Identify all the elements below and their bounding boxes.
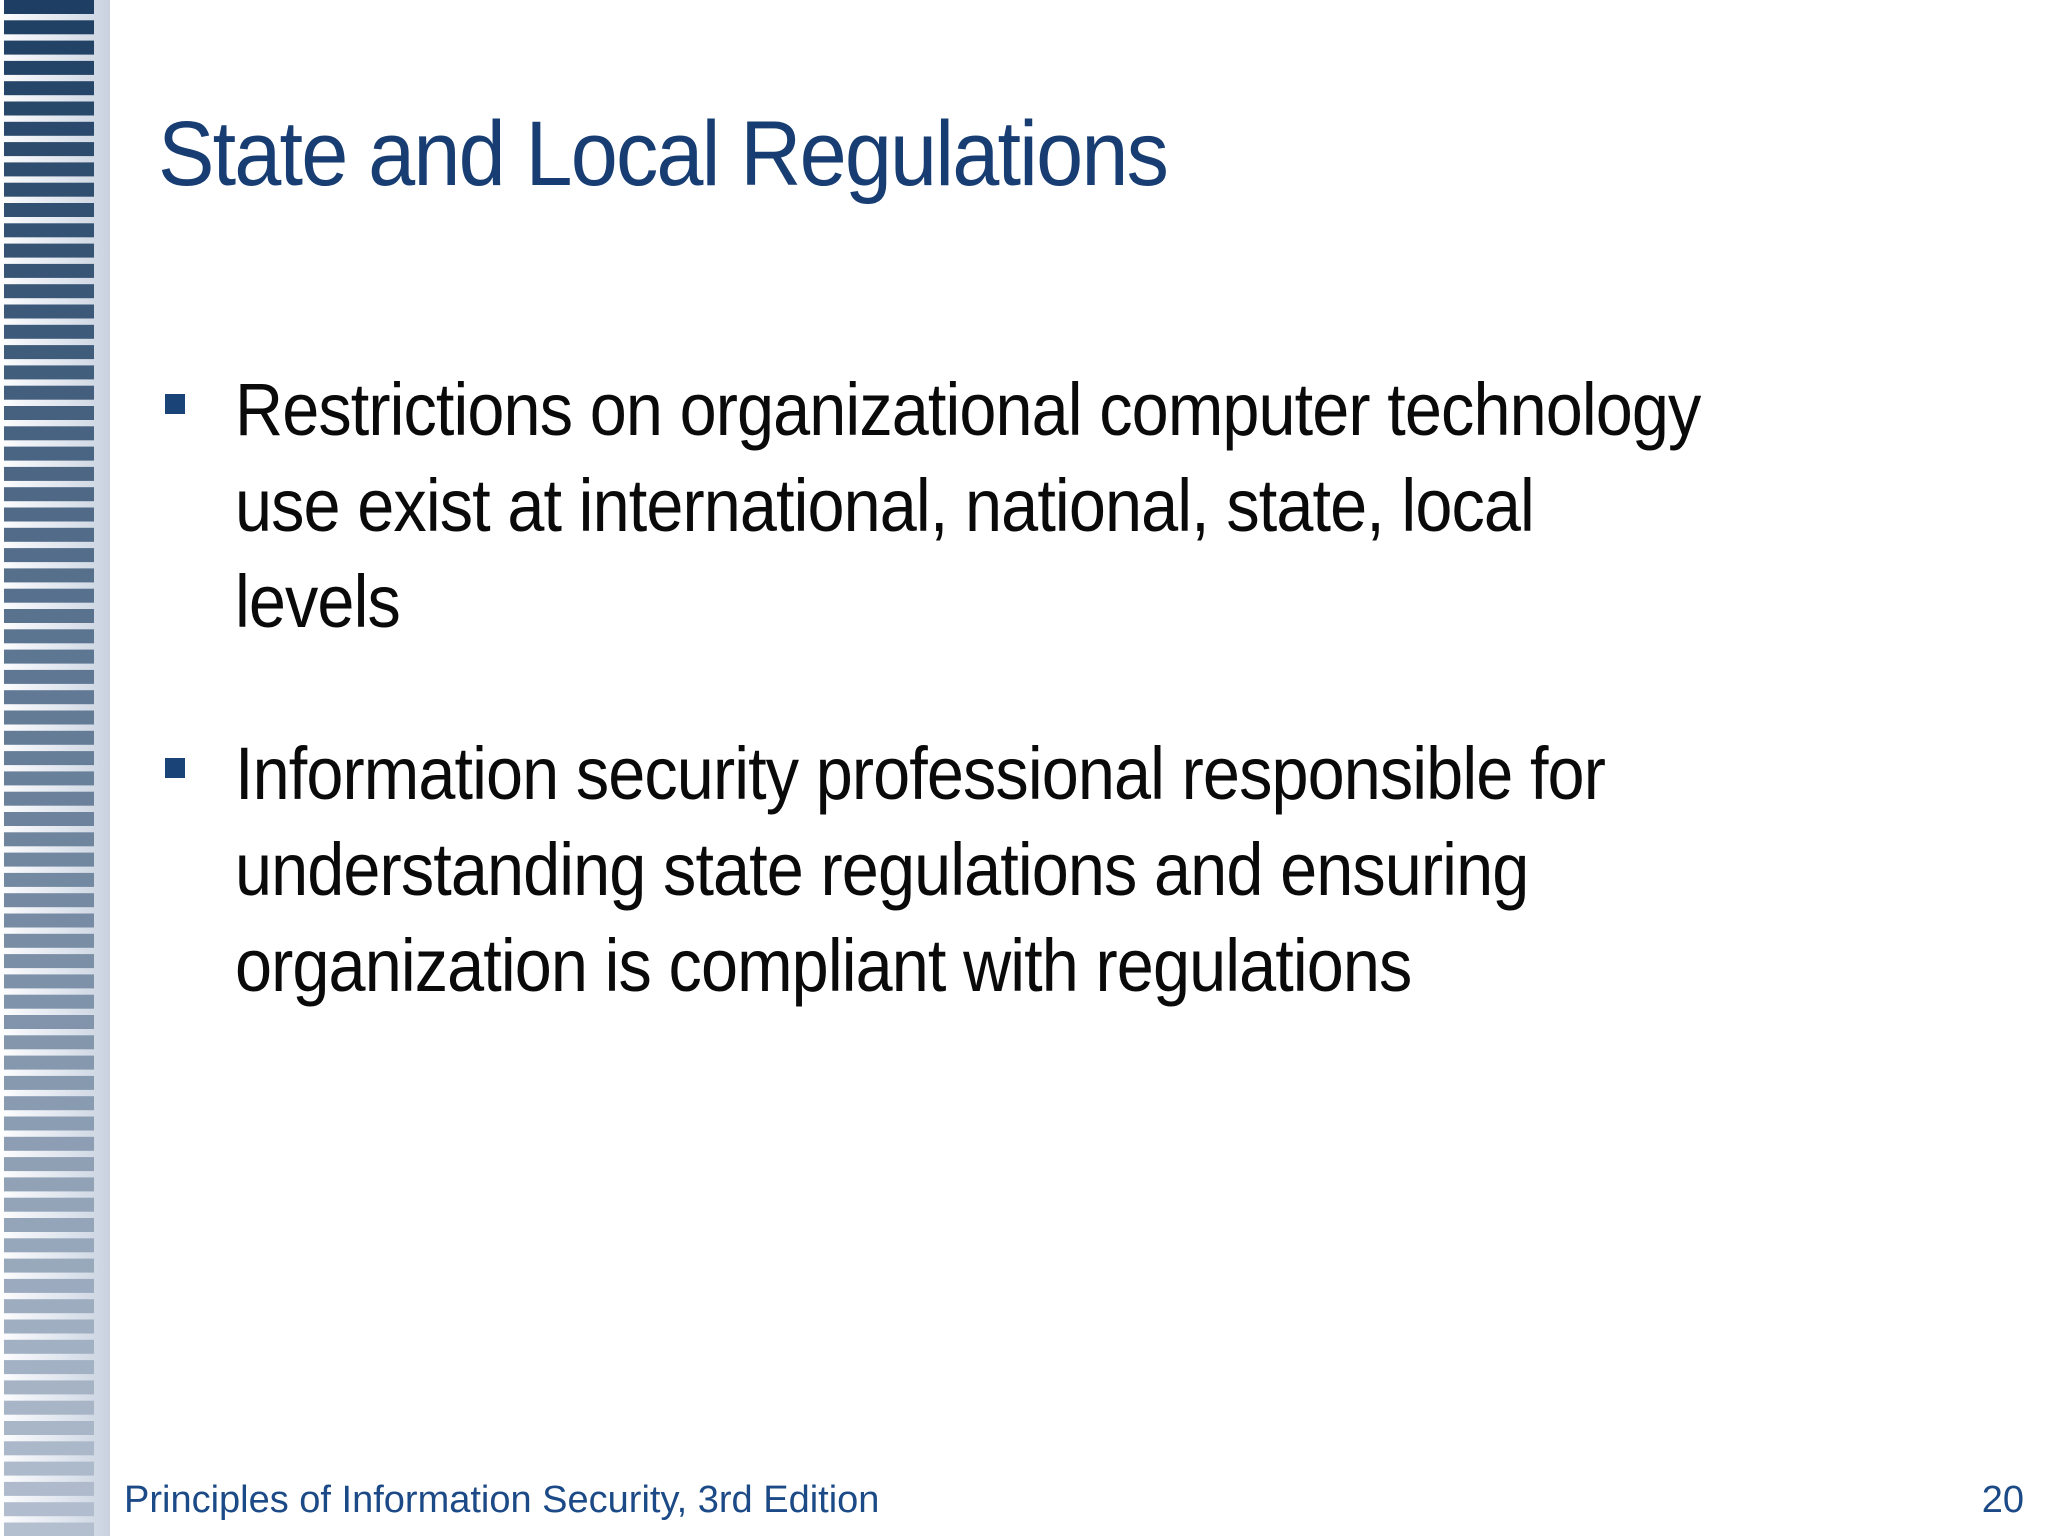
stripe — [4, 244, 94, 258]
stripe — [4, 508, 94, 522]
stripe — [4, 447, 94, 461]
stripe — [4, 873, 94, 887]
stripe — [4, 914, 94, 928]
stripe — [4, 528, 94, 542]
stripe — [4, 386, 94, 400]
stripe — [4, 1238, 94, 1252]
stripe — [4, 41, 94, 55]
stripe — [4, 1096, 94, 1110]
stripe — [4, 1137, 94, 1151]
stripe — [4, 771, 94, 785]
stripe — [4, 1441, 94, 1455]
stripe — [4, 487, 94, 501]
stripe — [4, 406, 94, 420]
stripe — [4, 1157, 94, 1171]
stripe — [4, 1360, 94, 1374]
stripe — [4, 0, 94, 14]
stripe — [4, 893, 94, 907]
stripe — [4, 650, 94, 664]
stripe — [4, 1523, 94, 1536]
stripe — [4, 1502, 94, 1516]
bullet-item — [160, 362, 1960, 650]
stripe — [4, 1462, 94, 1476]
stripe — [4, 731, 94, 745]
square-bullet-icon — [165, 758, 185, 778]
bullet-text: Information security professional responsible for understanding state regulations and ensuring organization is compliant with regulations — [235, 732, 1605, 1007]
decorative-side-stripes — [0, 0, 110, 1536]
stripe — [4, 1035, 94, 1049]
slide-number: 20 — [1981, 1479, 2024, 1521]
stripe — [4, 1198, 94, 1212]
stripe — [4, 203, 94, 217]
stripe — [4, 792, 94, 806]
stripe — [4, 183, 94, 197]
stripe-pattern — [0, 0, 110, 1536]
stripe — [4, 467, 94, 481]
stripe — [4, 1056, 94, 1070]
stripe — [4, 122, 94, 136]
bullet-text: Restrictions on organizational computer technology use exist at international, national, state, local levels — [235, 368, 1701, 643]
stripe — [4, 812, 94, 826]
stripe — [4, 1299, 94, 1313]
stripe — [4, 1380, 94, 1394]
stripe — [4, 1076, 94, 1090]
stripe — [4, 954, 94, 968]
stripe — [4, 142, 94, 156]
stripe — [4, 345, 94, 359]
stripe — [4, 81, 94, 95]
stripe — [4, 426, 94, 440]
stripe — [4, 934, 94, 948]
stripe — [4, 589, 94, 603]
stripe — [4, 1320, 94, 1334]
stripe — [4, 832, 94, 846]
stripe — [4, 1340, 94, 1354]
stripe — [4, 1401, 94, 1415]
bullet-list — [160, 362, 1960, 1090]
stripe — [4, 670, 94, 684]
stripe — [4, 20, 94, 34]
stripe — [4, 853, 94, 867]
stripe — [4, 305, 94, 319]
stripe — [4, 365, 94, 379]
stripe — [4, 1259, 94, 1273]
stripe — [4, 548, 94, 562]
stripe — [4, 223, 94, 237]
stripe — [4, 629, 94, 643]
stripe — [4, 751, 94, 765]
square-bullet-icon — [165, 394, 185, 414]
slide-title: State and Local Regulations — [158, 103, 1168, 205]
stripe — [4, 995, 94, 1009]
stripe — [4, 325, 94, 339]
stripe — [4, 1015, 94, 1029]
stripe — [4, 264, 94, 278]
stripe — [4, 1177, 94, 1191]
bullet-item — [160, 726, 1960, 1014]
footer-book-title: Principles of Information Security, 3rd Edition — [124, 1479, 880, 1521]
stripe — [4, 1117, 94, 1131]
stripe — [4, 690, 94, 704]
stripe — [4, 102, 94, 116]
stripe — [4, 974, 94, 988]
stripe — [4, 284, 94, 298]
stripe — [4, 1279, 94, 1293]
stripe — [4, 711, 94, 725]
stripe — [4, 1218, 94, 1232]
stripe — [4, 568, 94, 582]
stripe — [4, 162, 94, 176]
stripe — [4, 1421, 94, 1435]
stripe — [4, 609, 94, 623]
stripe — [4, 61, 94, 75]
stripe — [4, 1482, 94, 1496]
